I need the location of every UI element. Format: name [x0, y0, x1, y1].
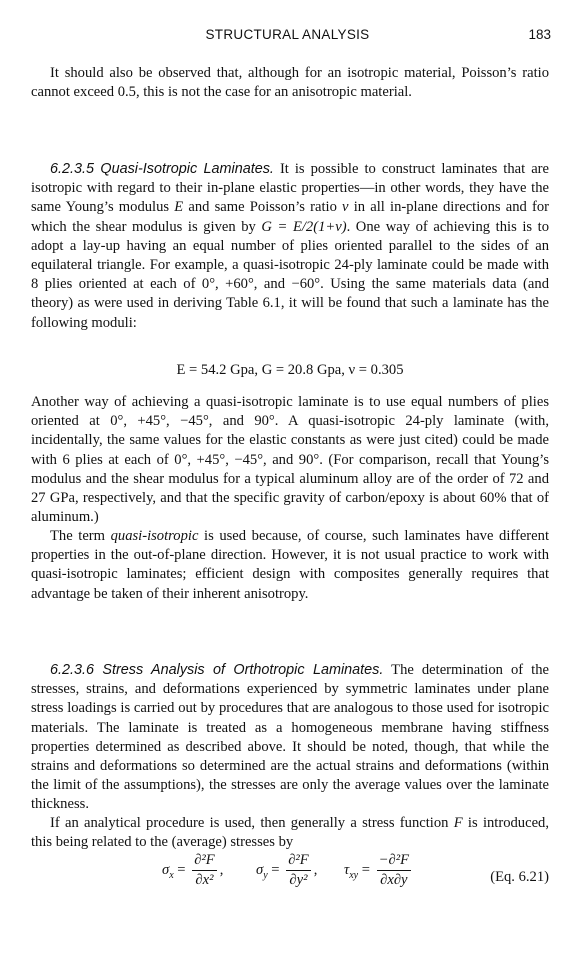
tau-xy-term: $\tau_{xy}$ = $\frac{\text{−∂²F}}{\partial x\partial y}$ [344, 852, 410, 888]
sigma-x-term: $\sigma_x$ = $\frac{\text{∂²F}}{\text{∂x²}}$ , [162, 852, 224, 888]
equation-label: (Eq. 6.21) [490, 869, 549, 885]
sigma-y-term: $\sigma_y$ = $\frac{\text{∂²F}}{\text{∂y²}}$ , [256, 852, 318, 888]
running-title: STRUCTURAL ANALYSIS [205, 27, 370, 42]
page-header [0, 27, 575, 45]
paragraph-quasi-isotropic-term: The term quasi-isotropic is used because, of course, such laminates have different properties in the out-of-plane direction. However, it is not usual practice to work with quasi-isotropic laminates; efficient design with composites generally requires that advantage be taken of their inherent anisotropy. [31, 528, 550, 602]
moduli-equation: E = 54.2 Gpa, G = 20.8 Gpa, ν = 0.305 [176, 362, 404, 378]
paragraph-poisson-note: It should also be observed that, although for an isotropic material, Poisson’s ratio cannot exceed 0.5, this is not the case for an anisotropic material. [31, 65, 549, 101]
section-heading-quasi-isotropic: 6.2.3.5 Quasi-Isotropic Laminates. [50, 161, 274, 177]
equation-6-21 [31, 852, 549, 904]
paragraph-another-way: Another way of achieving a quasi-isotropic laminate is to use equal numbers of plies oriented at 0°, +45°, −45°, and 90°. A quasi-isotropic 24-ply laminate (with, incidentally, the same values for the elastic constants as were just cited) could be made with 6 plies at each of 0°, +45°, −45°, and 90°. (For comparison, recall that Young’s modulus and the shear modulus for a typical aluminum alloy are of the order of 72 and 27 GPa, respectively, and that the specific gravity of carbon/epoxy is about 60% that of aluminum.) [31, 394, 549, 526]
fraction-sigma-x: $\frac{\text{∂²F}}{\text{∂x²}}$ [194, 852, 215, 888]
section-heading-stress-analysis: 6.2.3.6 Stress Analysis of Orthotropic Laminates. [50, 662, 384, 678]
section-6-2-3-6: 6.2.3.6 Stress Analysis of Orthotropic Laminates. The determination of the stresses, strains, and deformations experienced by symmetric laminates under plane stress loadings is carried out by procedures that are analogous to those used for isotropic materials. The laminate is treated as a homogeneous membrane having stiffness properties determined as described above. It should be noted, though, that while the strains and deformations so determined are the actual strains and deformations (within the limit of the assumptions), the stresses are only the average values over the laminate thickness. [31, 662, 549, 813]
symbol-nu: ν [342, 199, 349, 216]
shear-modulus-formula: G = E/2(1+ν) [261, 218, 347, 235]
fraction-tau-xy: $\frac{\text{−∂²F}}{\partial x\partial y}$ [378, 852, 410, 888]
symbol-E: E [174, 199, 184, 216]
symbol-F: F [453, 815, 463, 831]
term-quasi-isotropic: quasi-isotropic [110, 528, 199, 544]
paragraph-stress-function: If an analytical procedure is used, then generally a stress function F is introduced, this being related to the (average) stresses by [31, 815, 550, 851]
fraction-sigma-y: $\frac{\text{∂²F}}{\text{∂y²}}$ [288, 852, 309, 888]
page-number: 183 [528, 27, 551, 42]
section-6-2-3-5: 6.2.3.5 Quasi-Isotropic Laminates. It is possible to construct laminates that are isotropic with regard to their in-plane elastic properties—in other words, they have the same Young’s modulus E and same Poisson’s ratio ν in all in-plane directions and for which the shear modulus is given by G = E/2(1+ν). One way of achieving this is to adopt a lay-up having an equal number of plies oriented parallel to the sides of an equilateral triangle. For example, a quasi-isotropic 24-ply laminate could be made with 8 plies oriented at each of 0°, +60°, and −60°. Using the same materials data (and theory) as were used in deriving Table 6.1, it will be found that such a laminate has the following moduli: [31, 161, 550, 331]
